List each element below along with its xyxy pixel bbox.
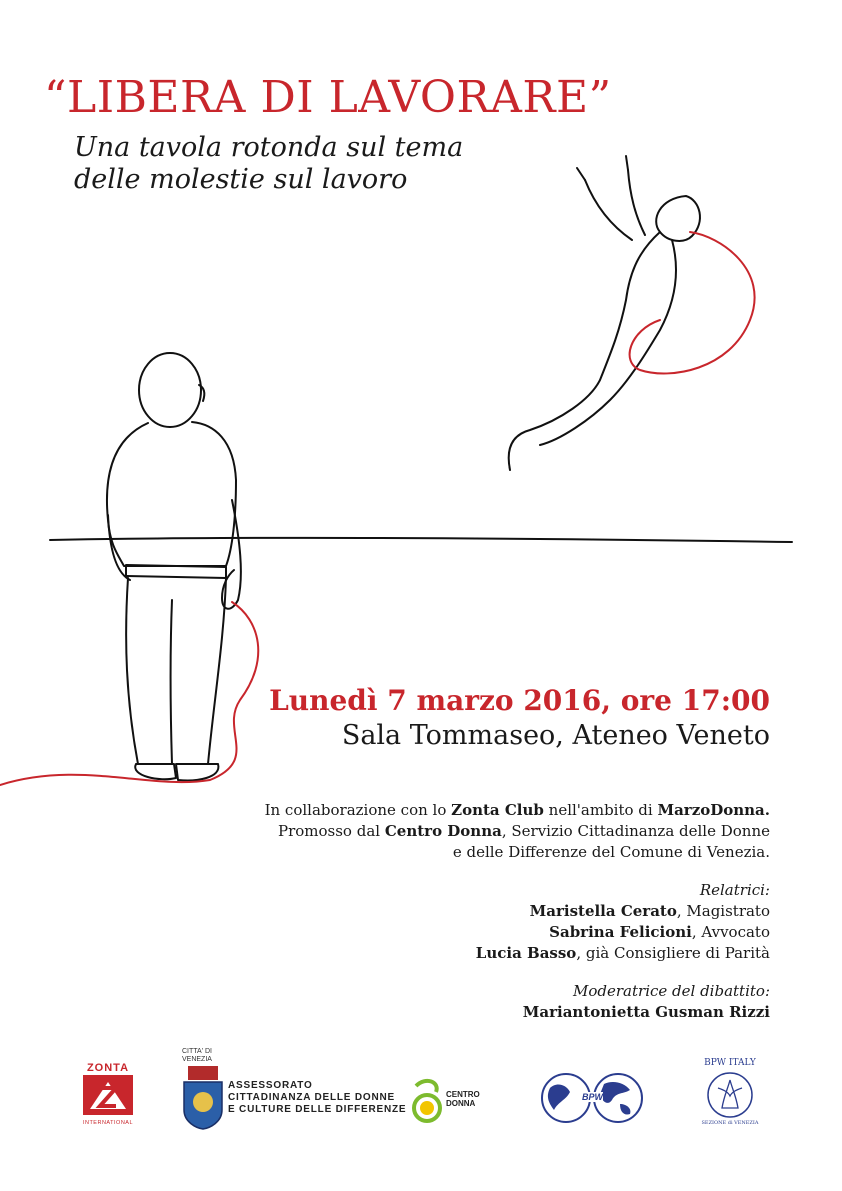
venezia-city-line-1: CITTA' DI	[182, 1048, 212, 1055]
centro-line-1: CENTRO	[446, 1090, 480, 1099]
event-venue: Sala Tommaseo, Ateneo Veneto	[341, 720, 770, 751]
assessorato-line-1: ASSESSORATO	[228, 1080, 313, 1091]
event-date-time: Lunedì 7 marzo 2016, ore 17:00	[269, 684, 770, 717]
centro-donna-name: Centro Donna	[384, 822, 502, 840]
speaker-name: Maristella Cerato	[529, 902, 677, 920]
subtitle-line-2: delle molestie sul lavoro	[74, 164, 408, 195]
zonta-logo-bottom: INTERNATIONAL	[82, 1120, 134, 1126]
speaker-role: , già Consigliere di Parità	[576, 944, 770, 962]
collab-text: Promosso dal	[277, 822, 385, 840]
speaker-item	[210, 943, 770, 964]
centro-donna-logo	[410, 1076, 488, 1126]
man-torso	[107, 422, 236, 566]
moderator-label: Moderatrice del dibattito:	[573, 982, 770, 1000]
man-head	[139, 353, 201, 427]
speaker-item	[210, 922, 770, 943]
collaboration-line-2	[210, 821, 770, 842]
info-block	[210, 800, 770, 1023]
centro-line-2: DONNA	[446, 1099, 476, 1108]
speaker-role: , Magistrato	[676, 902, 770, 920]
assessorato-line-3: E CULTURE DELLE DIFFERENZE	[228, 1104, 407, 1115]
speakers-label: Relatrici:	[699, 881, 770, 899]
moderator-name: Mariantonietta Gusman Rizzi	[522, 1003, 770, 1021]
zonta-logo-top: ZONTA	[86, 1062, 130, 1074]
centro-donna-leaf-icon	[410, 1076, 444, 1124]
collab-text: In collaborazione con lo	[264, 801, 452, 819]
red-thread-woman	[630, 232, 755, 373]
bpw-italy-top: BPW ITALY	[704, 1058, 756, 1068]
assessorato-line-2: CITTADINANZA DELLE DONNE	[228, 1092, 395, 1103]
assessorato-text	[228, 1080, 406, 1116]
bpw-globe-logo	[540, 1072, 644, 1124]
bpw-globe-text: BPW	[582, 1092, 603, 1102]
marzodonna-name: MarzoDonna.	[657, 801, 770, 819]
bpw-italy-logo	[694, 1058, 766, 1138]
woman-figure	[656, 196, 700, 241]
speaker-item	[210, 901, 770, 922]
zonta-emblem-icon	[82, 1074, 134, 1116]
speaker-name: Sabrina Felicioni	[549, 923, 692, 941]
horizon-line	[50, 538, 792, 542]
zonta-logo	[82, 1062, 134, 1132]
speaker-role: , Avvocato	[691, 923, 770, 941]
collab-text: , Servizio Cittadinanza delle Donne	[501, 822, 770, 840]
venezia-city-line-2: VENEZIA	[182, 1056, 212, 1063]
venezia-assessorato-logo	[182, 1048, 422, 1138]
venezia-city-label	[182, 1048, 422, 1064]
bpw-italy-emblem-icon	[706, 1070, 754, 1120]
man-legs	[126, 578, 226, 764]
poster-title: “LIBERA DI LAVORARE”	[44, 72, 612, 123]
centro-donna-text	[446, 1090, 480, 1108]
venezia-coat-of-arms-icon	[182, 1064, 224, 1130]
zonta-club-name: Zonta Club	[451, 801, 544, 819]
collaboration-line-3: e delle Differenze del Comune di Venezia.	[452, 843, 770, 861]
speaker-name: Lucia Basso	[475, 944, 577, 962]
collaboration-line-1	[210, 800, 770, 821]
subtitle-line-1: Una tavola rotonda sul tema	[74, 132, 464, 163]
collab-text: nell'ambito di	[543, 801, 658, 819]
bpw-italy-bottom: SEZIONE di VENEZIA	[701, 1120, 759, 1126]
